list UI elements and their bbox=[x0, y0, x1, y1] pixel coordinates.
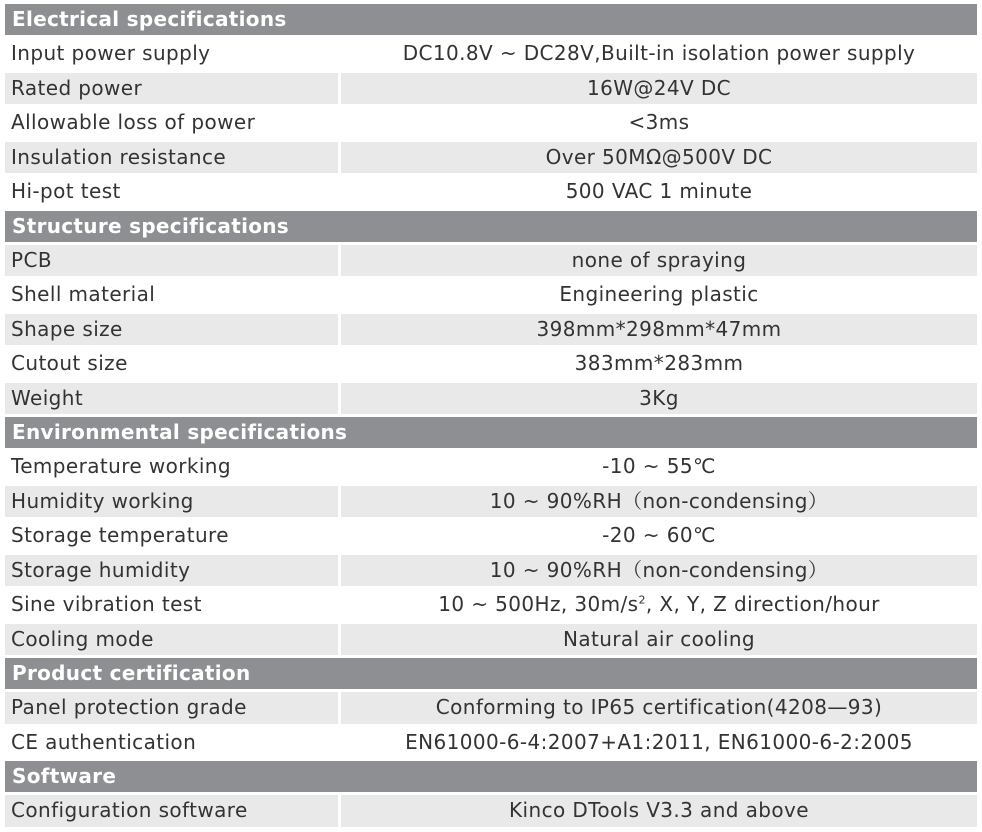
row-label: Shape size bbox=[5, 314, 338, 346]
row-label: Hi-pot test bbox=[5, 176, 338, 208]
table-row bbox=[5, 73, 977, 105]
table-row bbox=[5, 589, 977, 621]
row-value: Engineering plastic bbox=[341, 279, 977, 311]
row-value bbox=[341, 589, 977, 621]
table-row bbox=[5, 692, 977, 724]
table-row bbox=[5, 555, 977, 587]
section-header-structure: Structure specifications bbox=[5, 211, 977, 242]
table-row bbox=[5, 727, 977, 759]
row-label: Weight bbox=[5, 383, 338, 415]
table-row bbox=[5, 142, 977, 174]
row-value: Conforming to IP65 certification(4208—93) bbox=[341, 692, 977, 724]
section-header-electrical: Electrical specifications bbox=[5, 4, 977, 35]
row-value: 3Kg bbox=[341, 383, 977, 415]
row-label: Panel protection grade bbox=[5, 692, 338, 724]
row-value: 10 ~ 90%RH（non-condensing） bbox=[341, 486, 977, 518]
row-label: Input power supply bbox=[5, 38, 338, 70]
row-value: <3ms bbox=[341, 107, 977, 139]
table-row bbox=[5, 245, 977, 277]
row-value: -20 ~ 60℃ bbox=[341, 520, 977, 552]
row-label: Storage temperature bbox=[5, 520, 338, 552]
row-value: DC10.8V ~ DC28V,Built-in isolation power supply bbox=[341, 38, 977, 70]
superscript: 2 bbox=[638, 593, 646, 607]
table-row bbox=[5, 279, 977, 311]
row-label: Rated power bbox=[5, 73, 338, 105]
row-label: PCB bbox=[5, 245, 338, 277]
table-row bbox=[5, 383, 977, 415]
value-text: 10 ~ 500Hz, 30m/s bbox=[438, 592, 639, 616]
value-text: , X, Y, Z direction/hour bbox=[645, 592, 880, 616]
row-value: 10 ~ 90%RH（non-condensing） bbox=[341, 555, 977, 587]
row-label: Cutout size bbox=[5, 348, 338, 380]
row-label: Humidity working bbox=[5, 486, 338, 518]
row-value: 383mm*283mm bbox=[341, 348, 977, 380]
table-row bbox=[5, 38, 977, 70]
table-row bbox=[5, 451, 977, 483]
spec-table bbox=[5, 4, 977, 830]
section-header-environmental: Environmental specifications bbox=[5, 417, 977, 448]
row-value: Kinco DTools V3.3 and above bbox=[341, 795, 977, 827]
row-label: Insulation resistance bbox=[5, 142, 338, 174]
table-row bbox=[5, 107, 977, 139]
row-label: Shell material bbox=[5, 279, 338, 311]
table-row bbox=[5, 624, 977, 656]
row-label: Configuration software bbox=[5, 795, 338, 827]
row-value: -10 ~ 55℃ bbox=[341, 451, 977, 483]
table-row bbox=[5, 348, 977, 380]
row-value: none of spraying bbox=[341, 245, 977, 277]
row-value: 398mm*298mm*47mm bbox=[341, 314, 977, 346]
table-row bbox=[5, 176, 977, 208]
row-label: Storage humidity bbox=[5, 555, 338, 587]
section-header-certification: Product certification bbox=[5, 658, 977, 689]
row-value: 500 VAC 1 minute bbox=[341, 176, 977, 208]
table-row bbox=[5, 314, 977, 346]
table-row bbox=[5, 486, 977, 518]
table-row bbox=[5, 520, 977, 552]
row-label: CE authentication bbox=[5, 727, 338, 759]
row-value: Natural air cooling bbox=[341, 624, 977, 656]
section-header-software: Software bbox=[5, 761, 977, 792]
row-label: Temperature working bbox=[5, 451, 338, 483]
row-label: Allowable loss of power bbox=[5, 107, 338, 139]
row-label: Sine vibration test bbox=[5, 589, 338, 621]
row-label: Cooling mode bbox=[5, 624, 338, 656]
table-row bbox=[5, 795, 977, 827]
row-value: Over 50MΩ@500V DC bbox=[341, 142, 977, 174]
row-value: 16W@24V DC bbox=[341, 73, 977, 105]
row-value: EN61000-6-4:2007+A1:2011, EN61000-6-2:2005 bbox=[341, 727, 977, 759]
